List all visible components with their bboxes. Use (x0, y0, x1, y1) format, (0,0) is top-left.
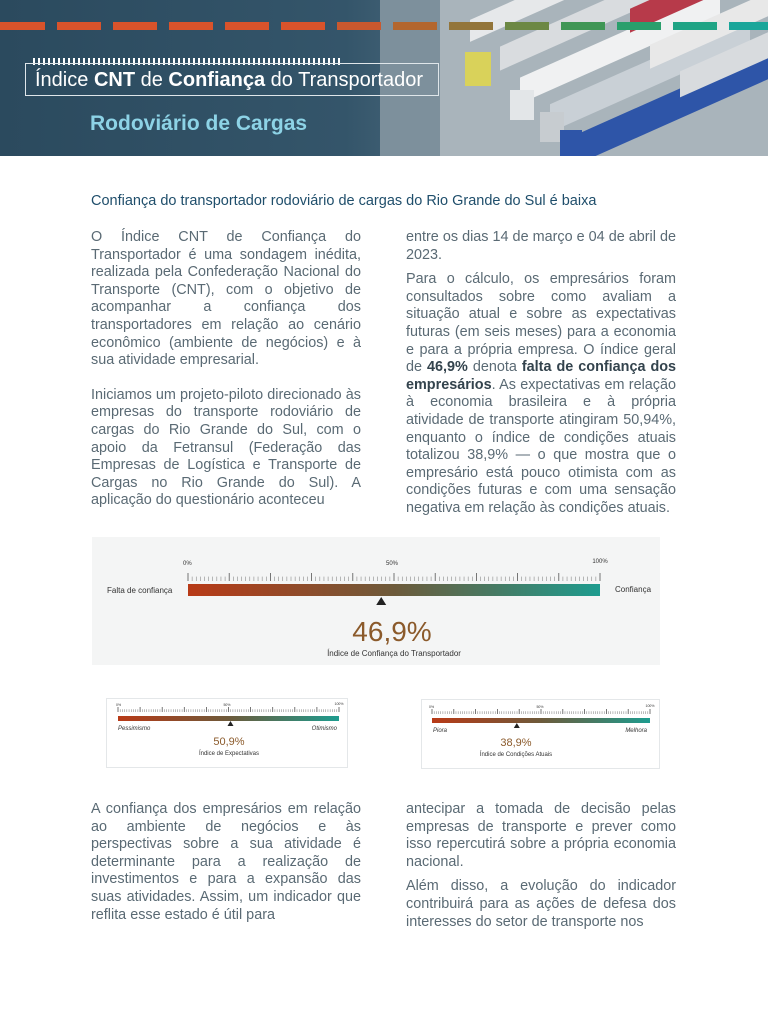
paragraph: Iniciamos um projeto-piloto direcionado às empresas do transporte rodoviário de cargas do Rio Grande do Sul, com o apoio da Fetransul (Federação das Empresas de Logística e Transporte de Cargas no Rio Grande do Sul). A aplicação do questionário aconteceu (91, 386, 361, 509)
paragraph: entre os dias 14 de março e 04 de abril de 2023. (406, 229, 676, 263)
gauge-value: 50,9% (213, 736, 245, 748)
header-banner (0, 0, 768, 156)
text-column-1 (91, 229, 361, 517)
paragraph: antecipar a tomada de decisão pelas empresas de transporte e prever como isso repercutirá sobre a própria economia nacional. (406, 801, 676, 870)
tick-label-50: 50% (223, 703, 231, 707)
main-confidence-gauge (92, 537, 660, 665)
text-column-4 (406, 801, 676, 938)
decorative-dash-row (0, 22, 768, 30)
lack-of-confidence-highlight: falta de confiança dos empresários (406, 359, 677, 393)
tick-label-50: 50% (385, 561, 399, 567)
gauge-pointer-icon (514, 723, 520, 728)
text-column-2 (406, 229, 676, 525)
index-value-inline: 46,9% (427, 359, 468, 376)
gauge-left-label: Falta de confiança (107, 586, 173, 595)
gauge-caption: Índice de Confiança do Transportador (327, 649, 461, 658)
gauge-left-label: Pessimismo (118, 726, 151, 732)
tick-label-0: 0% (183, 561, 192, 567)
gauge-right-label: Melhora (625, 728, 647, 734)
text-column-3 (91, 801, 361, 931)
expectations-gauge (106, 698, 348, 768)
report-subtitle: Rodoviário de Cargas (90, 112, 308, 135)
gauge-bar (188, 584, 600, 596)
gauge-right-label: Otimismo (311, 726, 337, 732)
report-title: Índice CNT de Confiança do Transportador (35, 69, 423, 91)
gauge-bar (432, 718, 650, 723)
tick-label-100: 100% (592, 559, 608, 565)
gauge-right-label: Confiança (615, 585, 652, 594)
gauge-left-label: Piora (433, 728, 448, 734)
tick-label-0: 0% (116, 703, 122, 707)
gauge-value: 46,9% (352, 616, 432, 647)
tick-label-50: 50% (536, 705, 544, 709)
paragraph: O Índice CNT de Confiança do Transportador é uma sondagem inédita, realizada pela Confederação Nacional do Transporte (CNT), com o objetivo de acompanhar a confiança dos transportadores em relação ao cenário econômico (ambiente de negócios) e à sua atividade empresarial. (91, 229, 361, 369)
gauge-caption: Índice de Condições Atuais (479, 752, 553, 758)
gauge-ticks (188, 573, 600, 581)
tick-label-0: 0% (429, 705, 435, 709)
gauge-pointer-icon (227, 721, 233, 726)
tick-label-100: 100% (334, 702, 344, 706)
gauge-ticks (118, 707, 339, 712)
gauge-bar (118, 716, 339, 721)
paragraph: Além disso, a evolução do indicador contribuirá para as ações de defesa dos interesses do setor de transporte nos (406, 878, 676, 930)
tick-label-100: 100% (645, 704, 655, 708)
paragraph: Para o cálculo, os empresários foram consultados sobre como avaliam a situação atual e sobre as expectativas futuras (em seis meses) para a economia e para a própria empresa. O índice geral de 46,9% denota falta de confiança dos empresários. As expectativas em relação à economia brasileira e à própria atividade de transporte atingiram 50,94%, enquanto o índice de condições atuais totalizou 38,9% — o que mostra que o empresário está pouco otimista com as condições futuras e com uma sensação negativa em relação às condições atuais. (406, 271, 677, 516)
current-conditions-gauge (421, 699, 660, 769)
article-headline: Confiança do transportador rodoviário de cargas do Rio Grande do Sul é baixa (91, 193, 597, 209)
paragraph: A confiança dos empresários em relação ao ambiente de negócios e às perspectivas sobre a sua atividade é determinante para a realização de investimentos e para a expansão das suas atividades. Assim, um indicador que reflita esse estado é útil para (91, 801, 361, 923)
gauge-value: 38,9% (500, 737, 532, 749)
gauge-pointer-icon (376, 597, 386, 605)
gauge-caption: Índice de Expectativas (198, 751, 260, 757)
gauge-ticks (432, 709, 650, 714)
